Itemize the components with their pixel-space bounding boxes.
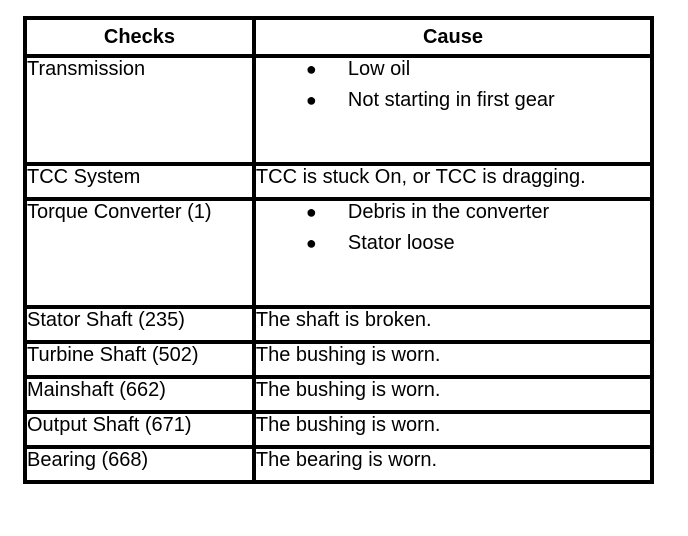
cause-list-item bbox=[256, 201, 650, 232]
table-row bbox=[25, 56, 652, 164]
check-cell: Output Shaft (671) bbox=[25, 412, 254, 447]
cause-list-item bbox=[256, 89, 650, 120]
check-cell: Transmission bbox=[25, 56, 254, 164]
cause-cell: The bushing is worn. bbox=[254, 377, 652, 412]
cause-cell bbox=[254, 199, 652, 307]
cause-list-item bbox=[256, 58, 650, 89]
cause-text: Not starting in first gear bbox=[347, 89, 555, 111]
cause-cell: The bushing is worn. bbox=[254, 412, 652, 447]
check-cell: Turbine Shaft (502) bbox=[25, 342, 254, 377]
cause-list bbox=[256, 58, 650, 120]
check-cell: Stator Shaft (235) bbox=[25, 307, 254, 342]
bullet-icon: ● bbox=[305, 59, 317, 79]
bullet-icon: ● bbox=[305, 202, 317, 222]
table-row bbox=[25, 412, 652, 447]
table-row bbox=[25, 342, 652, 377]
table-row bbox=[25, 307, 652, 342]
table-row bbox=[25, 377, 652, 412]
header-row bbox=[25, 18, 652, 56]
bullet-icon: ● bbox=[305, 233, 317, 253]
cause-list bbox=[256, 201, 650, 263]
checks-cause-table bbox=[23, 16, 654, 484]
check-cell: Torque Converter (1) bbox=[25, 199, 254, 307]
cause-text: Stator loose bbox=[347, 232, 455, 254]
cause-cell: TCC is stuck On, or TCC is dragging. bbox=[254, 164, 652, 199]
cause-cell: The bushing is worn. bbox=[254, 342, 652, 377]
check-cell: Mainshaft (662) bbox=[25, 377, 254, 412]
cause-list-item bbox=[256, 232, 650, 263]
header-checks: Checks bbox=[25, 18, 254, 56]
table-row bbox=[25, 447, 652, 482]
cause-cell bbox=[254, 56, 652, 164]
table-row bbox=[25, 164, 652, 199]
cause-cell: The bearing is worn. bbox=[254, 447, 652, 482]
cause-text: Low oil bbox=[347, 58, 411, 80]
check-cell: TCC System bbox=[25, 164, 254, 199]
cause-text: Debris in the converter bbox=[347, 201, 550, 223]
header-cause: Cause bbox=[254, 18, 652, 56]
check-cell: Bearing (668) bbox=[25, 447, 254, 482]
table-row bbox=[25, 199, 652, 307]
cause-cell: The shaft is broken. bbox=[254, 307, 652, 342]
bullet-icon: ● bbox=[305, 90, 317, 110]
